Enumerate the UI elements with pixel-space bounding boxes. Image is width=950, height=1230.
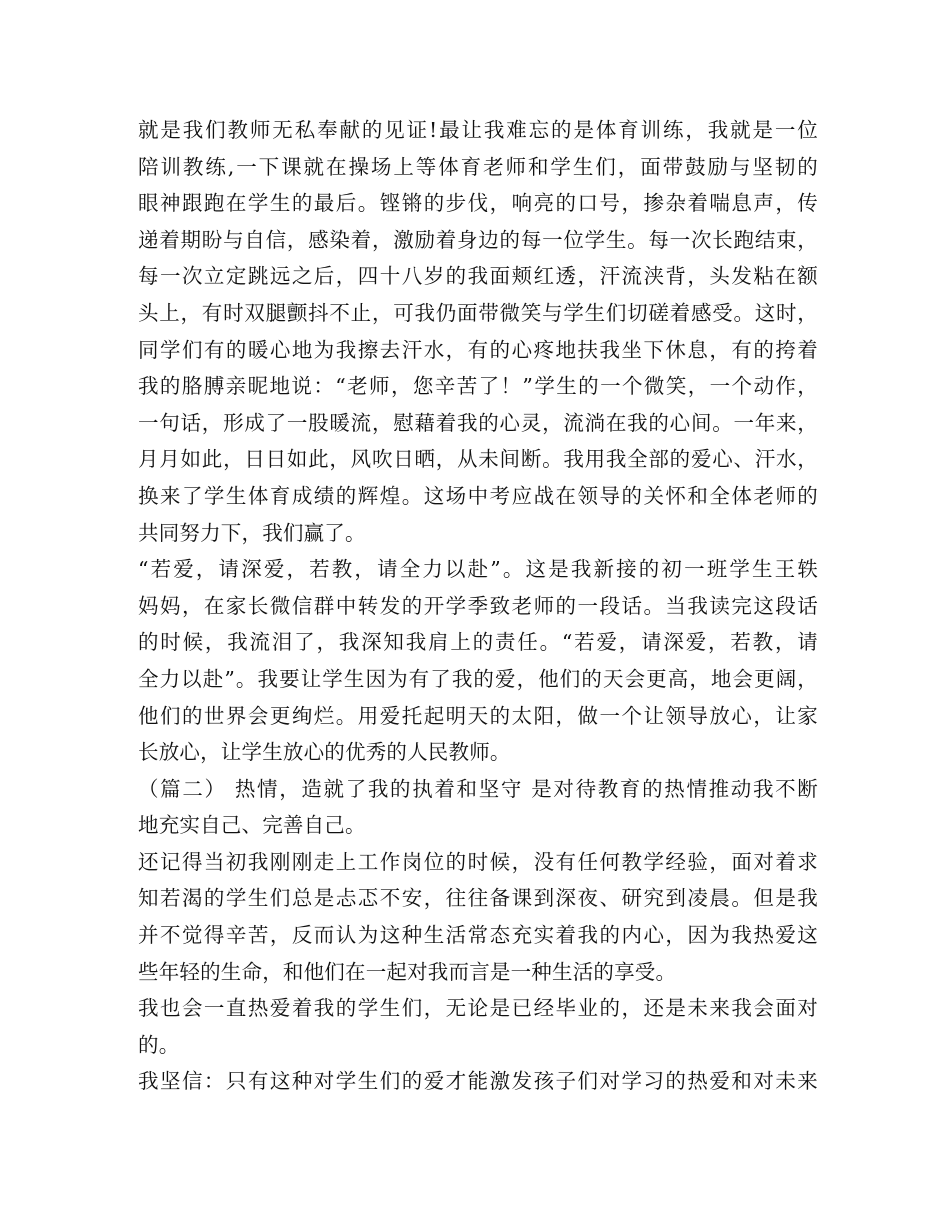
text-line: 长放心，让学生放心的优秀的人民教师。 — [138, 740, 511, 765]
text-line: “若爱，请深爱，若教，请全力以赴”。这是我新接的初一班学生王轶 — [138, 557, 818, 582]
text-line: 还记得当初我刚刚走上工作岗位的时候，没有任何教学经验，面对着求 — [138, 849, 818, 874]
text-line: 些年轻的生命，和他们在一起对我而言是一种生活的享受。 — [138, 959, 677, 984]
text-line: 并不觉得辛苦，反而认为这种生活常态充实着我的内心，因为我热爱这 — [138, 923, 818, 948]
text-line: 共同努力下，我们赢了。 — [138, 520, 366, 545]
text-line: 换来了学生体育成绩的辉煌。这场中考应战在领导的关怀和全体老师的 — [138, 483, 818, 508]
text-line: 头上，有时双腿颤抖不止，可我仍面带微笑与学生们切磋着感受。这时， — [138, 300, 818, 325]
text-line: 他们的世界会更绚烂。用爱托起明天的太阳，做一个让领导放心，让家 — [138, 703, 818, 728]
text-line: 眼神跟跑在学生的最后。铿锵的步伐，响亮的口号，掺杂着喘息声，传 — [138, 191, 818, 216]
text-line: 知若渴的学生们总是忐忑不安，往往备课到深夜、研究到凌晨。但是我 — [138, 886, 818, 911]
text-line: 全力以赴”。我要让学生因为有了我的爱，他们的天会更高，地会更阔， — [138, 666, 818, 691]
text-line: 地充实自己、完善自己。 — [138, 813, 366, 838]
text-line: 每一次立定跳远之后，四十八岁的我面颊红透，汗流浃背，头发粘在额 — [138, 264, 818, 289]
text-line: 我也会一直热爱着我的学生们，无论是已经毕业的，还是未来我会面对 — [138, 996, 818, 1021]
text-line: 月月如此，日日如此，风吹日晒，从未间断。我用我全部的爱心、汗水， — [138, 447, 818, 472]
text-line: 陪训教练,一下课就在操场上等体育老师和学生们，面带鼓励与坚韧的 — [138, 154, 818, 179]
text-line: 的时候，我流泪了，我深知我肩上的责任。“若爱，请深爱，若教，请 — [138, 630, 818, 655]
text-line: 递着期盼与自信，感染着，激励着身边的每一位学生。每一次长跑结束， — [138, 227, 818, 252]
document-body — [138, 112, 818, 1100]
text-line: 我的胳膊亲昵地说：“老师，您辛苦了！”学生的一个微笑，一个动作， — [138, 374, 818, 399]
text-line: （篇二） 热情，造就了我的执着和坚守 是对待教育的热情推动我不断 — [138, 776, 818, 801]
text-line: 妈妈，在家长微信群中转发的开学季致老师的一段话。当我读完这段话 — [138, 593, 818, 618]
text-line: 就是我们教师无私奉献的见证!最让我难忘的是体育训练，我就是一位 — [138, 118, 818, 142]
text-line: 同学们有的暖心地为我擦去汗水，有的心疼地扶我坐下休息，有的挎着 — [138, 337, 818, 362]
text-line: 的。 — [138, 1032, 180, 1057]
text-line: 一句话，形成了一股暖流，慰藉着我的心灵，流淌在我的心间。一年来， — [138, 410, 818, 435]
text-line: 我坚信：只有这种对学生们的爱才能激发孩子们对学习的热爱和对未来 — [138, 1069, 818, 1094]
